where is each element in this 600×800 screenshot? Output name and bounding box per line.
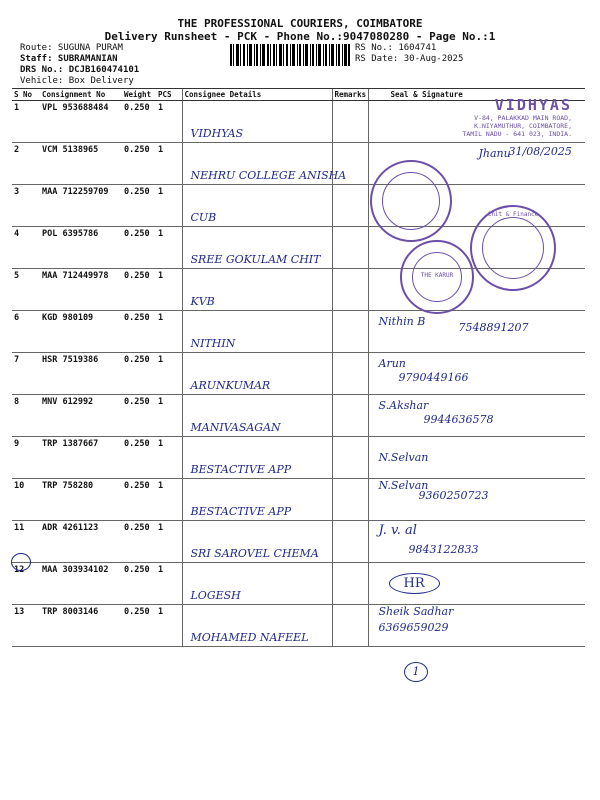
table-row — [12, 143, 585, 185]
consignee-name: SRI SAROVEL CHEMA — [190, 547, 319, 560]
cell-weight: 0.250 — [122, 437, 156, 479]
cell-consignee — [182, 311, 332, 353]
cell-pcs: 1 — [156, 437, 182, 479]
consignee-name: MANIVASAGAN — [190, 421, 281, 434]
cell-pcs: 1 — [156, 311, 182, 353]
row-number: 12 — [14, 565, 25, 575]
cell-pcs: 1 — [156, 227, 182, 269]
table-row — [12, 563, 585, 605]
cell-remarks — [332, 185, 368, 227]
cell-consignee — [182, 437, 332, 479]
cell-consignee — [182, 227, 332, 269]
signature-phone: 9944636578 — [423, 413, 494, 426]
cell-consignment: VCM 5138965 — [40, 143, 122, 185]
karur-seal-text: THE KARUR — [420, 272, 454, 279]
cell-remarks — [332, 227, 368, 269]
cell-remarks — [332, 521, 368, 563]
signature-text: J. v. al — [378, 523, 417, 538]
cell-signature — [368, 395, 585, 437]
consignee-name: CUB — [190, 211, 217, 224]
cell-pcs: 1 — [156, 101, 182, 143]
signature-text: Arun — [378, 357, 406, 370]
cell-signature — [368, 353, 585, 395]
stamp-address-line3: TAMIL NADU - 641 023, INDIA. — [462, 130, 572, 138]
cell-weight: 0.250 — [122, 227, 156, 269]
cell-consignee — [182, 185, 332, 227]
signature-text: Sheik Sadhar — [378, 605, 454, 618]
cell-consignee — [182, 605, 332, 647]
cell-weight: 0.250 — [122, 269, 156, 311]
cell-consignee — [182, 395, 332, 437]
col-header-pcs: PCS — [156, 89, 182, 101]
barcode — [230, 44, 350, 66]
cell-weight: 0.250 — [122, 605, 156, 647]
signature-phone: 9360250723 — [418, 489, 489, 502]
cell-consignment: VPL 953688484 — [40, 101, 122, 143]
cell-weight: 0.250 — [122, 101, 156, 143]
runsheet-table — [12, 88, 585, 647]
table-row — [12, 395, 585, 437]
cell-consignment: MAA 712259709 — [40, 185, 122, 227]
rs-number: RS No.: 1604741 — [355, 43, 437, 53]
signature-phone: 7548891207 — [458, 321, 529, 334]
consignee-name: BESTACTIVE APP — [190, 463, 292, 476]
signature-text: N.Selvan — [378, 479, 429, 492]
signature-phone: 9843122833 — [408, 543, 479, 556]
drs-label: DRS No.: DCJB160474101 — [20, 65, 140, 75]
vidhyas-stamp — [372, 96, 572, 144]
cell-signature — [368, 437, 585, 479]
cell-sno: 8 — [12, 395, 40, 437]
cell-pcs: 1 — [156, 521, 182, 563]
cell-sno: 9 — [12, 437, 40, 479]
cell-signature — [368, 563, 585, 605]
cell-consignment: TRP 8003146 — [40, 605, 122, 647]
cell-signature — [368, 479, 585, 521]
cell-consignee — [182, 143, 347, 185]
cell-pcs: 1 — [156, 563, 182, 605]
cell-consignment: TRP 1387667 — [40, 437, 122, 479]
seal-inner-ring — [382, 172, 440, 230]
consignee-name: NEHRU COLLEGE ANISHA — [190, 169, 347, 182]
cell-signature — [368, 605, 585, 647]
consignee-name: KVB — [190, 295, 215, 308]
cell-sno: 7 — [12, 353, 40, 395]
cell-remarks — [332, 101, 368, 143]
cell-consignee — [182, 353, 332, 395]
col-header-signature: Seal & Signature — [368, 89, 585, 101]
cell-remarks — [332, 353, 368, 395]
col-header-consignment: Consignment No — [40, 89, 122, 101]
cell-consignment: TRP 758280 — [40, 479, 122, 521]
cell-pcs: 1 — [156, 143, 182, 185]
cell-sno: 5 — [12, 269, 40, 311]
consignee-name: NITHIN — [190, 337, 236, 350]
cell-signature — [368, 521, 585, 563]
cell-sno: 10 — [12, 479, 40, 521]
consignee-name: SREE GOKULAM CHIT — [190, 253, 321, 266]
cell-consignment: MNV 612992 — [40, 395, 122, 437]
seal-inner-ring — [482, 217, 544, 279]
document-title: THE PROFESSIONAL COURIERS, COIMBATORE — [177, 17, 423, 30]
cell-consignee — [182, 101, 332, 143]
table-row — [12, 437, 585, 479]
cell-weight: 0.250 — [122, 353, 156, 395]
cell-pcs: 1 — [156, 185, 182, 227]
table-row — [12, 479, 585, 521]
signature-text: HR — [389, 573, 440, 594]
runsheet-meta-left — [20, 43, 139, 87]
cell-weight: 0.250 — [122, 185, 156, 227]
page-number-mark: 1 — [404, 662, 428, 682]
table-row — [12, 353, 585, 395]
table-row — [12, 605, 585, 647]
cell-remarks — [332, 269, 368, 311]
chit-finance-seal-stamp — [470, 205, 556, 291]
col-header-consignee: Consignee Details — [182, 89, 332, 101]
staff-label: Staff: SUBRAMANIAN — [20, 54, 118, 64]
cell-pcs: 1 — [156, 353, 182, 395]
table-row — [12, 311, 585, 353]
consignee-name: ARUNKUMAR — [190, 379, 271, 392]
cell-remarks — [332, 605, 368, 647]
cell-sno: 2 — [12, 143, 40, 185]
cell-weight: 0.250 — [122, 521, 156, 563]
document-subtitle: Delivery Runsheet - PCK - Phone No.:9047080280 - Page No.:1 — [104, 30, 496, 43]
cell-sno: 1 — [12, 101, 40, 143]
col-header-remarks: Remarks — [332, 89, 368, 101]
stamp-address-line2: K.NIYAMUTHUR, COIMBATORE, — [474, 122, 572, 130]
stamp-address-line1: V-84, PALAKKAD MAIN ROAD, — [474, 114, 572, 122]
cell-sno: 6 — [12, 311, 40, 353]
cell-consignee — [182, 479, 332, 521]
table-row — [12, 521, 585, 563]
cell-pcs: 1 — [156, 395, 182, 437]
vehicle-label: Vehicle: Box Delivery — [20, 76, 134, 86]
cell-remarks — [332, 311, 368, 353]
runsheet-meta-right — [355, 43, 463, 65]
bank-seal-stamp — [370, 160, 452, 242]
cell-weight: 0.250 — [122, 143, 156, 185]
consignee-name: BESTACTIVE APP — [190, 505, 292, 518]
cell-consignment: ADR 4261123 — [40, 521, 122, 563]
cell-consignment: MAA 303934102 — [40, 563, 122, 605]
cell-consignment: KGD 980109 — [40, 311, 122, 353]
cell-remarks — [332, 479, 368, 521]
row-12-circle-mark — [11, 553, 31, 571]
signature-text: S.Akshar — [378, 399, 429, 412]
cell-remarks — [332, 437, 368, 479]
consignee-name: MOHAMED NAFEEL — [190, 631, 309, 644]
cell-sno: 4 — [12, 227, 40, 269]
cell-consignment: HSR 7519386 — [40, 353, 122, 395]
cell-consignee — [182, 521, 332, 563]
cell-weight: 0.250 — [122, 311, 156, 353]
signature-phone: 9790449166 — [398, 371, 469, 384]
signature-text: Nithin B — [378, 315, 426, 328]
signature-text: Jhanu — [478, 147, 511, 160]
chit-seal-text: Chit & Finance — [487, 211, 539, 218]
karur-seal-stamp — [400, 240, 474, 314]
cell-sno: 3 — [12, 185, 40, 227]
cell-consignee — [182, 269, 332, 311]
cell-pcs: 1 — [156, 479, 182, 521]
cell-consignee — [182, 563, 332, 605]
consignee-name: LOGESH — [190, 589, 241, 602]
consignee-name: VIDHYAS — [190, 127, 244, 140]
stamp-name: VIDHYAS — [494, 96, 572, 114]
cell-sno: 13 — [12, 605, 40, 647]
cell-weight: 0.250 — [122, 563, 156, 605]
cell-consignment: MAA 712449978 — [40, 269, 122, 311]
rs-date: RS Date: 30-Aug-2025 — [355, 54, 464, 64]
cell-remarks — [332, 395, 368, 437]
signature-text: N.Selvan — [378, 451, 429, 464]
cell-sno: 11 — [12, 521, 40, 563]
cell-signature — [368, 311, 585, 353]
signature-phone: 31/08/2025 — [508, 145, 572, 158]
signature-phone: 6369659029 — [378, 621, 449, 634]
cell-remarks — [332, 563, 368, 605]
cell-weight: 0.250 — [122, 395, 156, 437]
cell-pcs: 1 — [156, 269, 182, 311]
cell-consignment: POL 6395786 — [40, 227, 122, 269]
col-header-weight: Weight — [122, 89, 156, 101]
cell-weight: 0.250 — [122, 479, 156, 521]
col-header-sno: S No — [12, 89, 40, 101]
cell-pcs: 1 — [156, 605, 182, 647]
route-label: Route: SUGUNA PURAM — [20, 43, 123, 53]
